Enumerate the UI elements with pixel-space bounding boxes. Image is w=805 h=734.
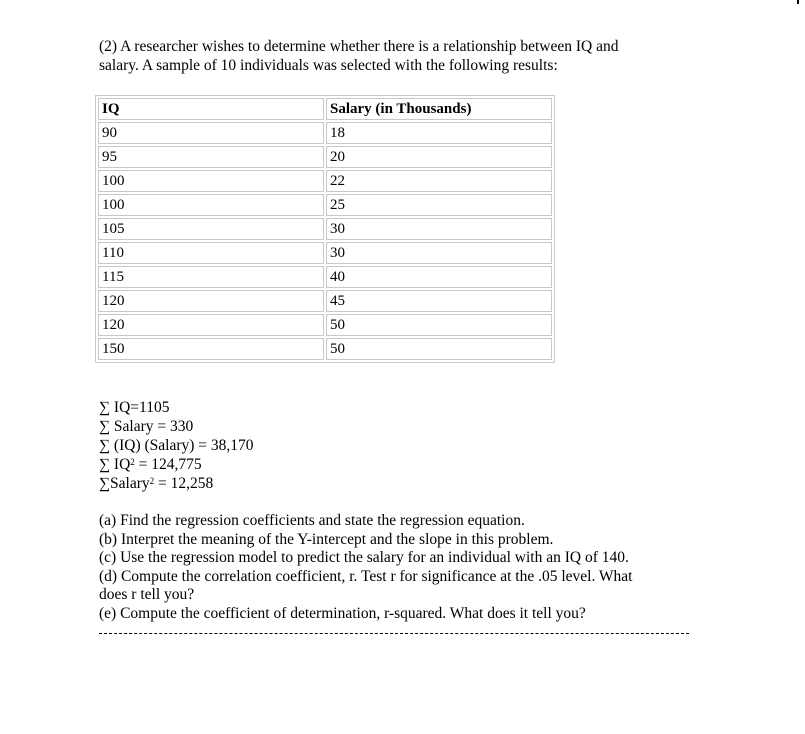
cell-salary: 20 xyxy=(326,146,552,168)
data-table xyxy=(95,95,555,363)
table-row xyxy=(98,314,552,336)
sum-salary-squared-label: ∑Salary xyxy=(99,475,150,492)
question-d-line-1: (d) Compute the correlation coefficient, r. Test r for significance at the .05 level. What xyxy=(99,567,633,585)
table-row xyxy=(98,122,552,144)
cell-iq: 100 xyxy=(98,170,324,192)
sum-product: ∑ (IQ) (Salary) = 38,170 xyxy=(99,437,254,454)
sum-iq-squared-value: = 124,775 xyxy=(134,456,202,473)
cell-salary: 22 xyxy=(326,170,552,192)
cell-iq: 95 xyxy=(98,146,324,168)
cell-salary: 50 xyxy=(326,338,552,360)
intro-line-1: (2) A researcher wishes to determine whether there is a relationship between IQ and xyxy=(99,38,619,55)
cell-salary: 25 xyxy=(326,194,552,216)
table-row xyxy=(98,290,552,312)
question-list xyxy=(99,512,699,623)
intro-line-2: salary. A sample of 10 individuals was selected with the following results: xyxy=(99,57,558,74)
cell-iq: 115 xyxy=(98,266,324,288)
cell-iq: 120 xyxy=(98,314,324,336)
superscript-2: 2 xyxy=(130,457,135,467)
sum-iq: ∑ IQ=1105 xyxy=(99,399,170,416)
table-row xyxy=(98,146,552,168)
question-a: (a) Find the regression coefficients and state the regression equation. xyxy=(99,512,525,529)
table-header-row xyxy=(98,98,552,120)
question-b: (b) Interpret the meaning of the Y-intercept and the slope in this problem. xyxy=(99,530,554,548)
question-d-line-2: does r tell you? xyxy=(99,586,195,603)
summary-sums xyxy=(99,398,254,493)
sum-iq-squared-label: ∑ IQ xyxy=(99,456,131,473)
problem-intro xyxy=(99,37,699,75)
table-row xyxy=(98,242,552,264)
cell-iq: 100 xyxy=(98,194,324,216)
cell-salary: 50 xyxy=(326,314,552,336)
superscript-2: 2 xyxy=(149,476,155,486)
table-row xyxy=(98,194,552,216)
table-row xyxy=(98,338,552,360)
cell-iq: 120 xyxy=(98,290,324,312)
table-row xyxy=(98,170,552,192)
cell-salary: 45 xyxy=(326,290,552,312)
cell-salary: 30 xyxy=(326,218,552,240)
corner-mark xyxy=(797,0,799,4)
header-iq: IQ xyxy=(98,98,324,120)
dashed-divider xyxy=(99,633,689,634)
cell-iq: 105 xyxy=(98,218,324,240)
cell-salary: 40 xyxy=(326,266,552,288)
question-e: (e) Compute the coefficient of determination, r-squared. What does it tell you? xyxy=(99,604,586,622)
cell-iq: 90 xyxy=(98,122,324,144)
table-row xyxy=(98,218,552,240)
sum-iq-squared xyxy=(99,455,254,474)
cell-iq: 150 xyxy=(98,338,324,360)
sum-salary-squared-value: = 12,258 xyxy=(154,475,214,492)
header-salary: Salary (in Thousands) xyxy=(326,98,552,120)
table-row xyxy=(98,266,552,288)
cell-salary: 30 xyxy=(326,242,552,264)
cell-iq: 110 xyxy=(98,242,324,264)
cell-salary: 18 xyxy=(326,122,552,144)
question-c: (c) Use the regression model to predict the salary for an individual with an IQ of 140. xyxy=(99,549,629,566)
sum-salary-squared xyxy=(99,474,254,493)
sum-salary: ∑ Salary = 330 xyxy=(99,418,194,435)
